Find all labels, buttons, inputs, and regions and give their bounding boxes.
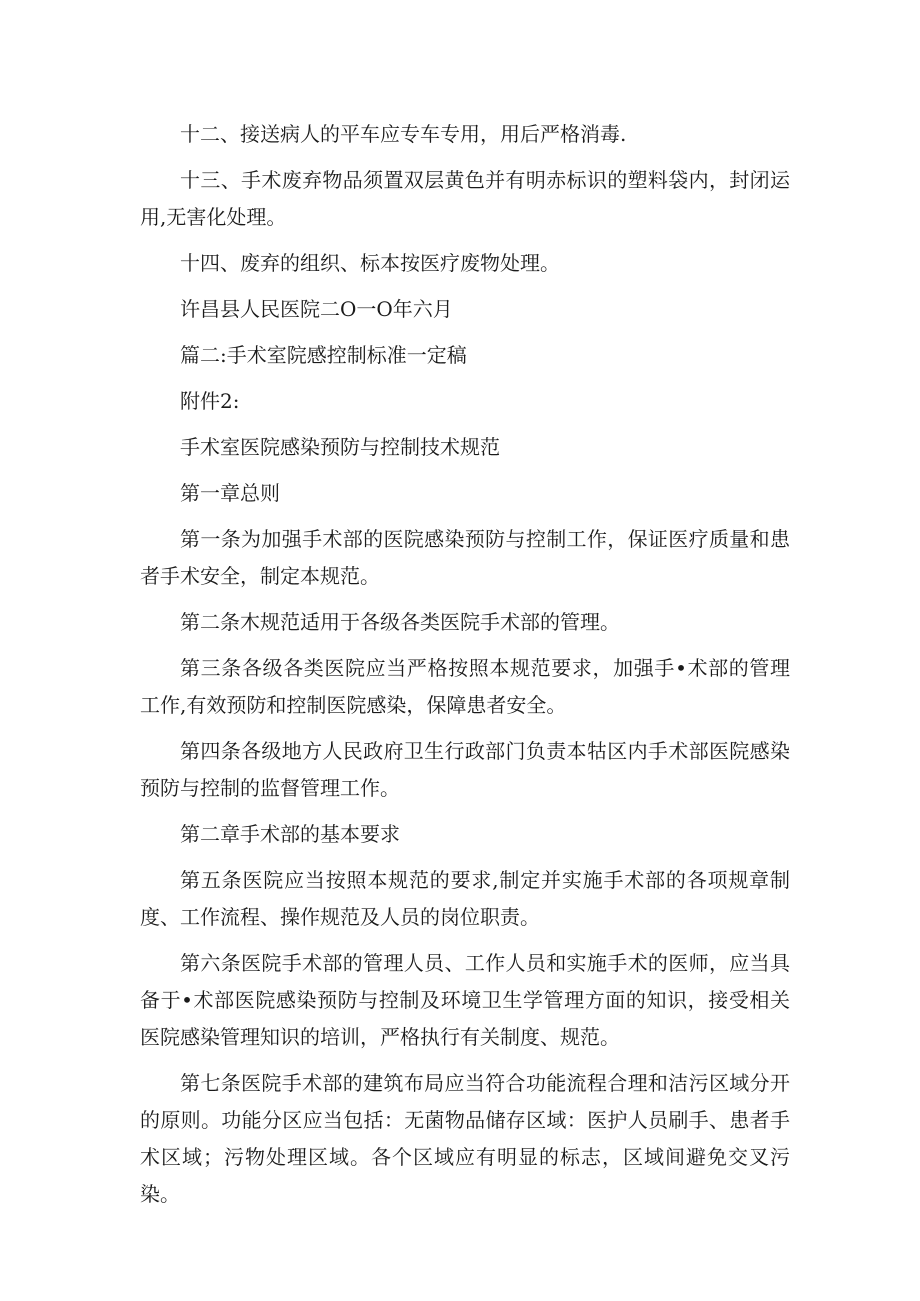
document-body — [140, 116, 790, 1222]
article-7: 第七条医院手术部的建筑布局应当符合功能流程合理和洁污区域分开的原则。功能分区应当包括：无菌物品储存区域：医护人员刷手、患者手术区域；污物处理区域。各个区域应有明显的标志，区域间避免交叉污染。 — [140, 1071, 790, 1206]
article-6: 第六条医院手术部的管理人员、工作人员和实施手术的医师，应当具备于•术部医院感染预防与控制及环境卫生学管理方面的知识，接受相关医院感染管理知识的培训，严格执行有关制度、规范。 — [140, 951, 790, 1049]
attachment-label: 附件2: — [180, 389, 240, 413]
section-title-part-two: 篇二:手术室院感控制标准一定稿 — [180, 343, 467, 367]
article-5: 第五条医院应当按照本规范的要求,制定并实施手术部的各项规章制度、工作流程、操作规范及人员的岗位职责。 — [140, 868, 790, 929]
article-3: 第三条各级各类医院应当严格按照本规范要求，加强手•术部的管理工作,有效预防和控制医院感染，保障患者安全。 — [140, 656, 790, 717]
paragraph-item-13: 十三、手术废弃物品须置双层黄色并有明赤标识的塑料袋内，封闭运用,无害化处理。 — [140, 168, 790, 229]
article-1: 第一条为加强手术部的医院感染预防与控制工作，保证医疗质量和患者手术安全，制定本规范。 — [140, 527, 790, 588]
paragraph-item-12: 十二、接送病人的平车应专车专用，用后严格消毒. — [180, 122, 627, 146]
chapter-heading-1: 第一章总则 — [180, 481, 280, 505]
document-title: 手术室医院感染预防与控制技术规范 — [180, 435, 500, 459]
chapter-heading-2: 第二章手术部的基本要求 — [180, 822, 400, 846]
paragraph-item-14: 十四、废弃的组织、标本按医疗废物处理。 — [180, 251, 560, 275]
article-2: 第二条木规范适用于各级各类医院手术部的管理。 — [180, 610, 620, 634]
hospital-signature-date: 许昌县人民医院二O一O年六月 — [180, 297, 453, 321]
article-4: 第四条各级地方人民政府卫生行政部门负责本牯区内手术部医院感染预防与控制的监督管理工作。 — [140, 739, 790, 800]
